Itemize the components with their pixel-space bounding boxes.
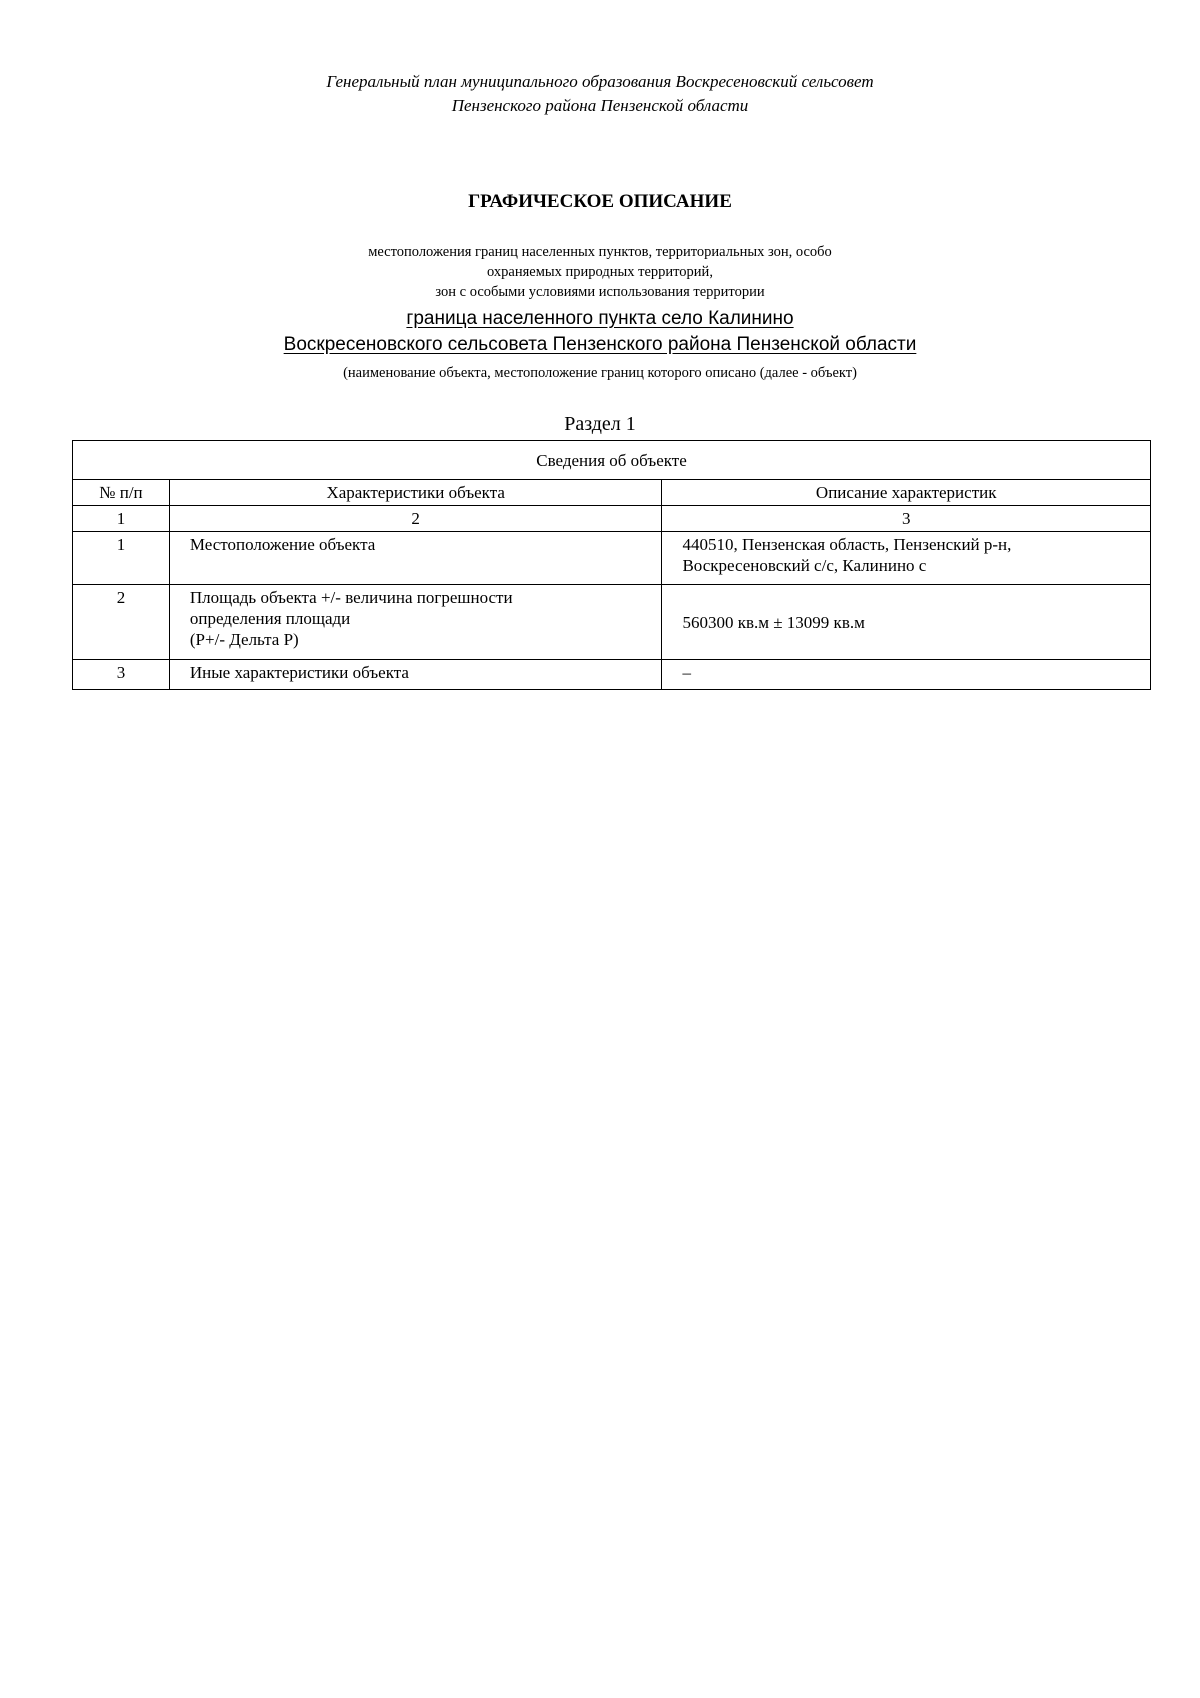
table-row	[73, 660, 1151, 690]
row-number: 3	[73, 660, 170, 690]
column-number-2: 2	[169, 506, 662, 532]
column-number-3: 3	[662, 506, 1151, 532]
description-line: Воскресеновский с/с, Калинино с	[682, 556, 927, 575]
page-header	[0, 70, 1200, 118]
header-description: Описание характеристик	[662, 480, 1151, 506]
header-characteristic: Характеристики объекта	[169, 480, 662, 506]
header-line-1: Генеральный план муниципального образования Воскресеновский сельсовет	[326, 72, 874, 91]
column-number-1: 1	[73, 506, 170, 532]
header-num: № п/п	[73, 480, 170, 506]
subtitle-line-1: местоположения границ населенных пунктов, территориальных зон, особо	[368, 244, 832, 260]
row-description	[662, 532, 1151, 585]
row-number: 2	[73, 585, 170, 660]
object-name	[0, 306, 1200, 358]
row-description	[662, 660, 1151, 690]
row-number: 1	[73, 532, 170, 585]
table-row	[73, 532, 1151, 585]
column-number-row	[73, 506, 1151, 532]
object-name-line-2: Воскресеновского сельсовета Пензенского района Пензенской области	[283, 334, 917, 355]
section-title: Раздел 1	[564, 413, 636, 435]
description-line: 560300 кв.м ± 13099 кв.м	[682, 612, 865, 632]
document-subtitle	[0, 242, 1200, 302]
subtitle-line-3: зон с особыми условиями использования территории	[435, 284, 765, 300]
description-line: –	[682, 663, 691, 682]
characteristic-line: Местоположение объекта	[189, 535, 376, 554]
row-characteristic	[169, 532, 662, 585]
characteristic-line: определения площади	[189, 609, 351, 628]
subtitle-line-2: охраняемых природных территорий,	[487, 264, 713, 280]
table-row	[73, 585, 1151, 660]
characteristic-line: Площадь объекта +/- величина погрешности	[189, 588, 513, 607]
object-info-table	[72, 440, 1151, 690]
object-note: (наименование объекта, местоположение границ которого описано (далее - объект)	[343, 365, 857, 381]
row-characteristic	[169, 585, 662, 660]
row-description	[662, 585, 1151, 660]
object-name-line-1: граница населенного пункта село Калинино	[406, 308, 794, 329]
table-caption: Сведения об объекте	[73, 441, 1151, 480]
description-line: 440510, Пензенская область, Пензенский р-н,	[682, 535, 1012, 554]
table-header-row	[73, 480, 1151, 506]
characteristic-line: (Р+/- Дельта Р)	[189, 630, 299, 649]
characteristic-line: Иные характеристики объекта	[189, 663, 409, 682]
document-title: ГРАФИЧЕСКОЕ ОПИСАНИЕ	[468, 191, 732, 212]
row-characteristic	[169, 660, 662, 690]
header-line-2: Пензенского района Пензенской области	[451, 96, 749, 115]
